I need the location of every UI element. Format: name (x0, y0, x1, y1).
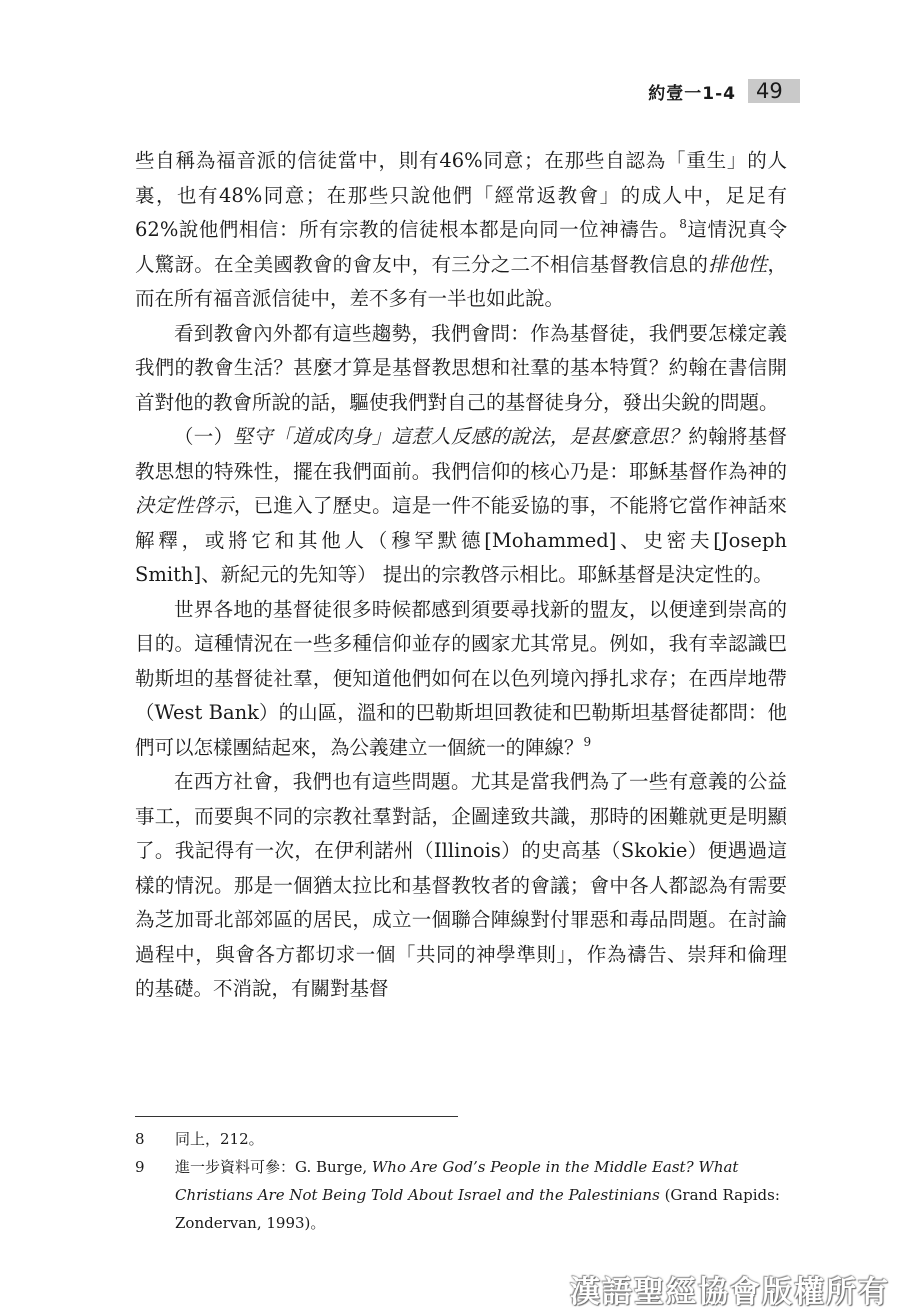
footnote-number: 9 (135, 1158, 145, 1176)
emphasis-text: 排他性 (708, 252, 768, 276)
paragraph (135, 420, 787, 593)
footnote (135, 1125, 787, 1153)
footnote-text-part: 進一步資料可參：G. Burge, (175, 1158, 372, 1176)
footnote-divider (135, 1116, 458, 1117)
page-header (600, 78, 800, 104)
body-text (135, 144, 787, 1007)
footnote-number: 8 (135, 1130, 145, 1148)
footnote-text: 同上，212。 (175, 1130, 264, 1148)
page-number: 49 (748, 79, 800, 103)
footnote-text-part: (Grand Rapids: Zondervan, 1993)。 (175, 1186, 780, 1232)
paragraph-text: ，而在所有福音派信徒中，差不多有一半也如此說。 (135, 252, 787, 310)
emphasis-heading: 堅守「道成肉身」這惹人反感的說法，是甚麼意思？ (233, 425, 689, 448)
paragraph-text: 世界各地的基督徒很多時候都感到須要尋找新的盟友，以便達到崇高的目的。這種情況在一些多種信仰並存的國家尤其常見。例如，我有幸認識巴勒斯坦的基督徒社羣，便知道他們如何在以色列境內掙扎求存；在西岸地帶（West Bank）的山區，溫和的巴勒斯坦回教徒和巴勒斯坦基督徒都問：他們可以怎樣團結起來，為公義建立一個統一的陣線？ (135, 597, 787, 759)
footnote (135, 1153, 787, 1237)
paragraph-text: ，已進入了歷史。這是一件不能妥協的事，不能將它當作神話來解釋，或將它和其他人（穆罕默德[Mohammed]、史密夫[Joseph Smith]、新紀元的先知等） 提出的宗教啓示相比。耶穌基督是決定性的。 (135, 494, 787, 586)
paragraph-text: 這情況真令人驚訝。在全美國教會的會友中，有三分之二不相信基督教信息的 (135, 218, 787, 276)
running-title: 約壹一1-4 (648, 83, 736, 104)
footnotes (135, 1125, 787, 1237)
section-marker: （一） (174, 425, 234, 448)
footnote-text (175, 1153, 787, 1237)
copyright-watermark: 漢語聖經協會版權所有 (570, 1275, 890, 1310)
footnote-ref: 8 (679, 217, 687, 231)
footnote-ref: 9 (583, 734, 592, 749)
paragraph (135, 593, 787, 766)
paragraph-text: 約翰將基督教思想的特殊性，擺在我們面前。我們信仰的核心乃是：耶穌基督作為神的 (135, 425, 787, 483)
paragraph: 看到教會內外都有這些趨勢，我們會問：作為基督徒，我們要怎樣定義我們的教會生活？甚麼才算是基督教思想和社羣的基本特質？約翰在書信開首對他的教會所說的話，驅使我們對自己的基督徒身分，發出尖銳的問題。 (135, 321, 787, 414)
book-title: Who Are God’s People in the Middle East? What Christians Are Not Being Told About Israel and the Palestinians (175, 1158, 739, 1204)
paragraph (135, 144, 787, 317)
paragraph: 在西方社會，我們也有這些問題。尤其是當我們為了一些有意義的公益事工，而要與不同的宗教社羣對話，企圖達致共識，那時的困難就更是明顯了。我記得有一次，在伊利諾州（Illinois）的史高基（Skokie）便遇過這樣的情況。那是一個猶太拉比和基督教牧者的會議；會中各人都認為有需要為芝加哥北部郊區的居民，成立一個聯合陣線對付罪惡和毒品問題。在討論過程中，與會各方都切求一個「共同的神學準則」，作為禱告、崇拜和倫理的基礎。不消說，有關對基督 (135, 770, 787, 1000)
paragraph-text: 些自稱為福音派的信徒當中，則有46%同意；在那些自認為「重生」的人裏，也有48%同意；在那些只說他們「經常返教會」的成人中，足足有62%說他們相信：所有宗教的信徒根本都是向同一位神禱告。 (135, 149, 787, 241)
emphasis-text: 決定性啓示 (135, 494, 234, 517)
